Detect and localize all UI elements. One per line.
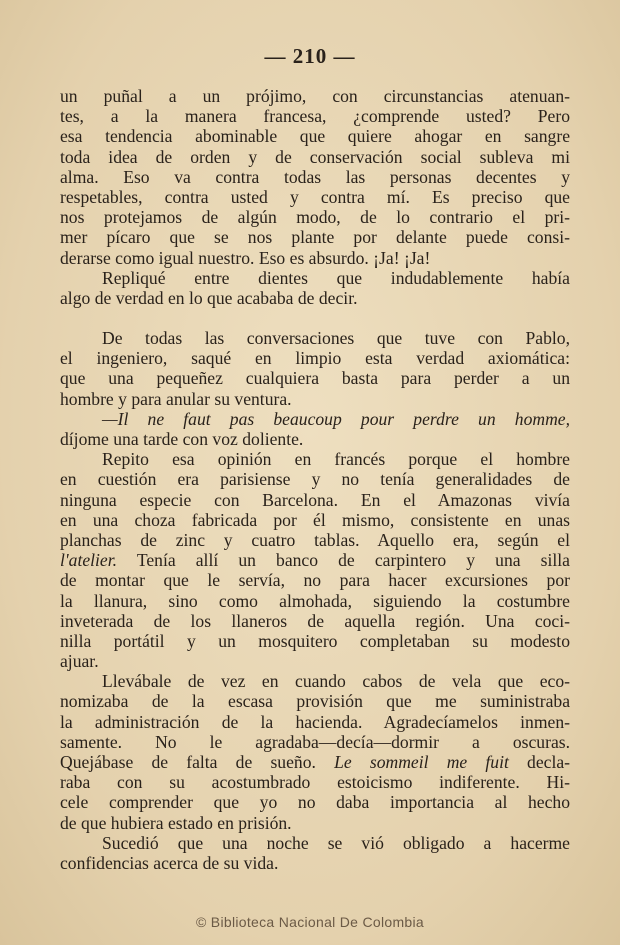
text-line: un puñal a un prójimo, con circunstancias atenuan- (60, 86, 570, 106)
text-line: hombre y para anular su ventura. (60, 388, 292, 409)
text-line: Sucedió que una noche se vió obligado a hacerme (102, 832, 570, 853)
paragraph (60, 671, 570, 833)
text-line: cele comprender que yo no daba importancia al hecho (60, 792, 570, 813)
text-line: —Il ne faut pas beaucoup pour perdre un homme, (102, 408, 570, 429)
text-line: esa tendencia abominable que quiere ahogar en sangre (60, 126, 570, 147)
text-line: nos protejamos de algún modo, de lo contrario el pri- (60, 207, 570, 228)
text-line: Llevábale de vez en cuando cabos de vela que eco- (102, 671, 570, 692)
text-line: samente. No le agradaba—decía—dormir a oscuras. (60, 731, 570, 752)
text-line: Quejábase de falta de sueño. Le sommeil me fuit decla- (60, 752, 571, 772)
paragraph (60, 409, 570, 449)
paragraph (60, 449, 570, 671)
text-line: de montar que le servía, no para hacer excursiones por (60, 570, 570, 591)
text-line: la administración de la hacienda. Agradecíamelos inmen- (60, 711, 570, 732)
text-line: derarse como igual nuestro. Eso es absurdo. ¡Ja! ¡Ja! (60, 247, 431, 268)
text-line: Repito esa opinión en francés porque el hombre (102, 449, 570, 470)
paragraph (60, 268, 570, 308)
page-number: — 210 — (264, 44, 356, 68)
text-line: inveterada de los llaneros de aquella región. Una coci- (60, 610, 570, 631)
body-text (60, 86, 570, 873)
text-line: De todas las conversaciones que tuve con Pablo, (102, 328, 570, 349)
paragraph (60, 86, 570, 268)
text-line: confidencias acerca de su vida. (60, 852, 279, 873)
text-line: respetables, contra usted y contra mí. Es preciso que (60, 186, 570, 207)
library-watermark: © Biblioteca Nacional De Colombia (196, 914, 424, 930)
text-line: tes, a la manera francesa, ¿comprende usted? Pero (60, 106, 570, 127)
text-line: raba con su acostumbrado estoicismo indiferente. Hi- (60, 772, 570, 793)
text-line: ninguna especie con Barcelona. En el Amazonas vivía (60, 489, 570, 510)
text-line: toda idea de orden y de conservación social subleva mi (60, 146, 570, 167)
text-line: alma. Eso va contra todas las personas decentes y (60, 166, 570, 187)
text-line: Repliqué entre dientes que indudablemente había (102, 267, 570, 288)
text-line: la llanura, sino como almohada, siguiendo la costumbre (60, 590, 570, 611)
text-line: en cuestión era parisiense y no tenía generalidades de (60, 469, 570, 490)
paragraph (60, 833, 570, 873)
text-line: nomizaba de la escasa provisión que me suministraba (60, 691, 570, 712)
text-line: algo de verdad en lo que acababa de decir. (60, 287, 358, 308)
paragraph (60, 328, 570, 409)
text-line: en una choza fabricada por él mismo, consistente en unas (60, 509, 570, 530)
text-line: mer pícaro que se nos plante por delante puede consi- (60, 227, 570, 248)
text-line: planchas de zinc y cuatro tablas. Aquello era, según el (60, 529, 570, 550)
text-line: ajuar. (60, 651, 99, 672)
text-line: nilla portátil y un mosquitero completaban su modesto (60, 630, 570, 651)
text-line: l'atelier. Tenía allí un banco de carpintero y una silla (60, 550, 570, 571)
text-line: que una pequeñez cualquiera basta para perder a un (60, 368, 570, 389)
text-line: el ingeniero, saqué en limpio esta verdad axiomática: (60, 348, 570, 369)
text-line: de que hubiera estado en prisión. (60, 812, 292, 833)
text-line: díjome una tarde con voz doliente. (60, 429, 304, 449)
